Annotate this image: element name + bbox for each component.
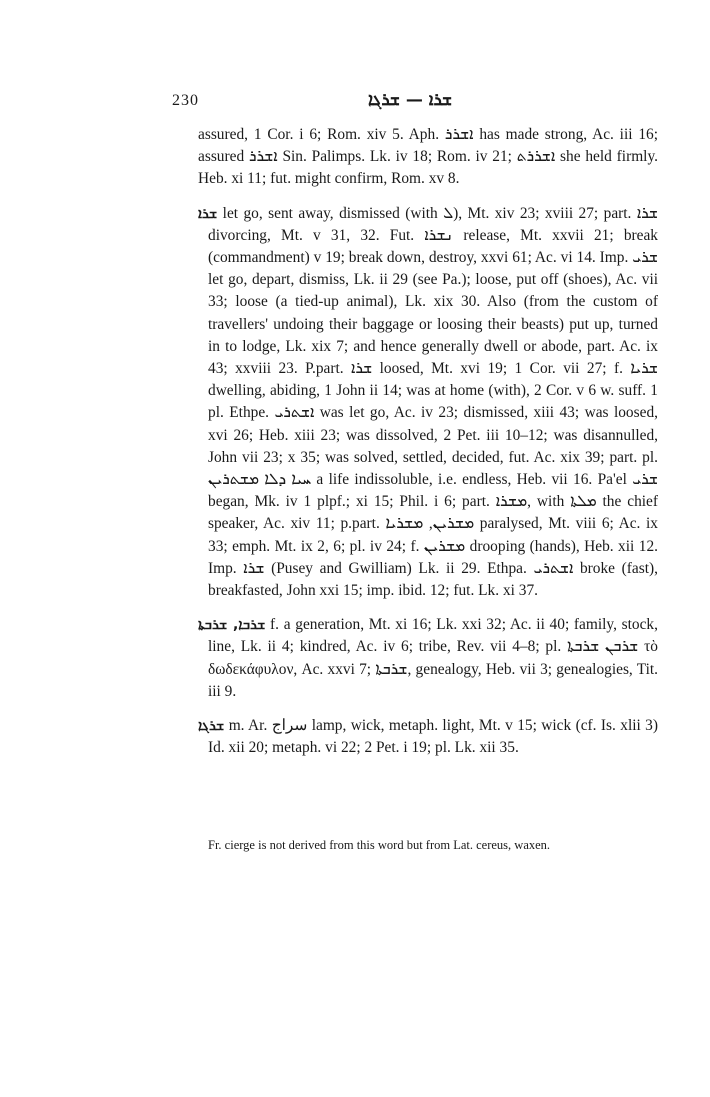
entry-lemma: ܫܪܐ	[198, 205, 218, 222]
page-number: 230	[172, 92, 199, 109]
dictionary-text	[198, 124, 658, 759]
entry-shraga	[198, 715, 658, 759]
entry-text: m. Ar. سراج lamp, wick, metaph. light, Mt. v 15; wick (cf. Is. xlii 3) Id. xii 20; metaph. vi 22; 2 Pet. i 19; pl. Lk. xii 35.	[208, 717, 658, 757]
running-head: ܫܪܐ — ܫܪܓܐ	[368, 90, 453, 110]
entry-lemma: ܫܪܒܐ, ܫܪܒܬܐ	[198, 617, 266, 634]
entry-text: assured, 1 Cor. i 6; Rom. xiv 5. Aph. ܐܫܪܪ has made strong, Ac. iii 16; assured ܐܫܪܪ Sin. Palimps. Lk. iv 18; Rom. iv 21; ܐܫܪܪܬ she held firmly. Heb. xi 11; fut. might confirm, Rom. xv 8.	[198, 126, 658, 188]
entry-sharbta	[198, 614, 658, 703]
entry-text: f. a generation, Mt. xi 16; Lk. xxi 32; Ac. ii 40; family, stock, line, Lk. ii 4; kindred, Ac. iv 6; tribe, Rev. vii 4–8; pl. ܫܪܒܢ ܫܪܒܬܐ τὸ δωδεκάφυλον, Ac. xxvi 7; ܫܪܒܬܐ, genealogy, Heb. vii 3; genealogies, Tit. iii 9.	[208, 616, 658, 700]
entry-text: let go, sent away, dismissed (with ܠ), Mt. xiv 23; xviii 27; part. ܫܪܐ divorcing, Mt. v 31, 32. Fut. ܢܫܪܐ release, Mt. xxvii 21; break (commandment) v 19; break down, destroy, xxvi 61; Ac. vi 14. Imp. ܫܪܝ let go, depart, dismiss, Lk. ii 29 (see Pa.); loose, put off (shoes), Ac. vii 33; loose (a tied-up animal), Lk. xix 30. Also (from the custom of travellers' undoing their baggage or loosing their beasts) put up, turned in to lodge, Lk. xix 7; and hence generally dwell or abode, part. Ac. ix 43; xxviii 23. P.part. ܫܪܐ loosed, Mt. xvi 19; 1 Cor. vii 27; f. ܫܪܝܐ dwelling, abiding, 1 John ii 14; was at home (with), 2 Cor. v 6 w. suff. 1 pl. Ethpe. ܐܫܬܪܝ was let go, Ac. iv 23; dismissed, xiii 43; was loosed, xvi 26; Heb. xiii 23; was dissolved, 2 Pet. iii 10–12; was disannulled, John vii 23; x 35; was solved, settled, decided, fut. Ac. xix 39; part. pl. ܚܝܐ ܕܠܐ ܡܫܬܪܝܢ a life indissoluble, i.e. endless, Heb. vii 16. Pa'el ܫܪܝ began, Mk. iv 1 plpf.; xi 15; Phil. i 6; part. ܡܫܪܐ, with ܡܠܬܐ the chief speaker, Ac. xiv 11; p.part. ܡܫܪܝܢ, ܡܫܪܝܐ paralysed, Mt. viii 6; Ac. ix 33; emph. Mt. ix 2, 6; pl. iv 24; f. ܡܫܪܝܢ drooping (hands), Heb. xii 12. Imp. ܫܪܐ (Pusey and Gwilliam) Lk. ii 29. Ethpa. ܐܫܬܪܝ broke (fast), breakfasted, John xxi 15; imp. ibid. 12; fut. Lk. xi 37.	[208, 204, 659, 600]
entry-shra	[198, 203, 658, 603]
entry-lemma: ܫܪܓܐ	[198, 718, 225, 735]
entry-continuation	[198, 124, 658, 191]
footnote: Fr. cierge is not derived from this word but from Lat. cereus, waxen.	[208, 838, 551, 852]
